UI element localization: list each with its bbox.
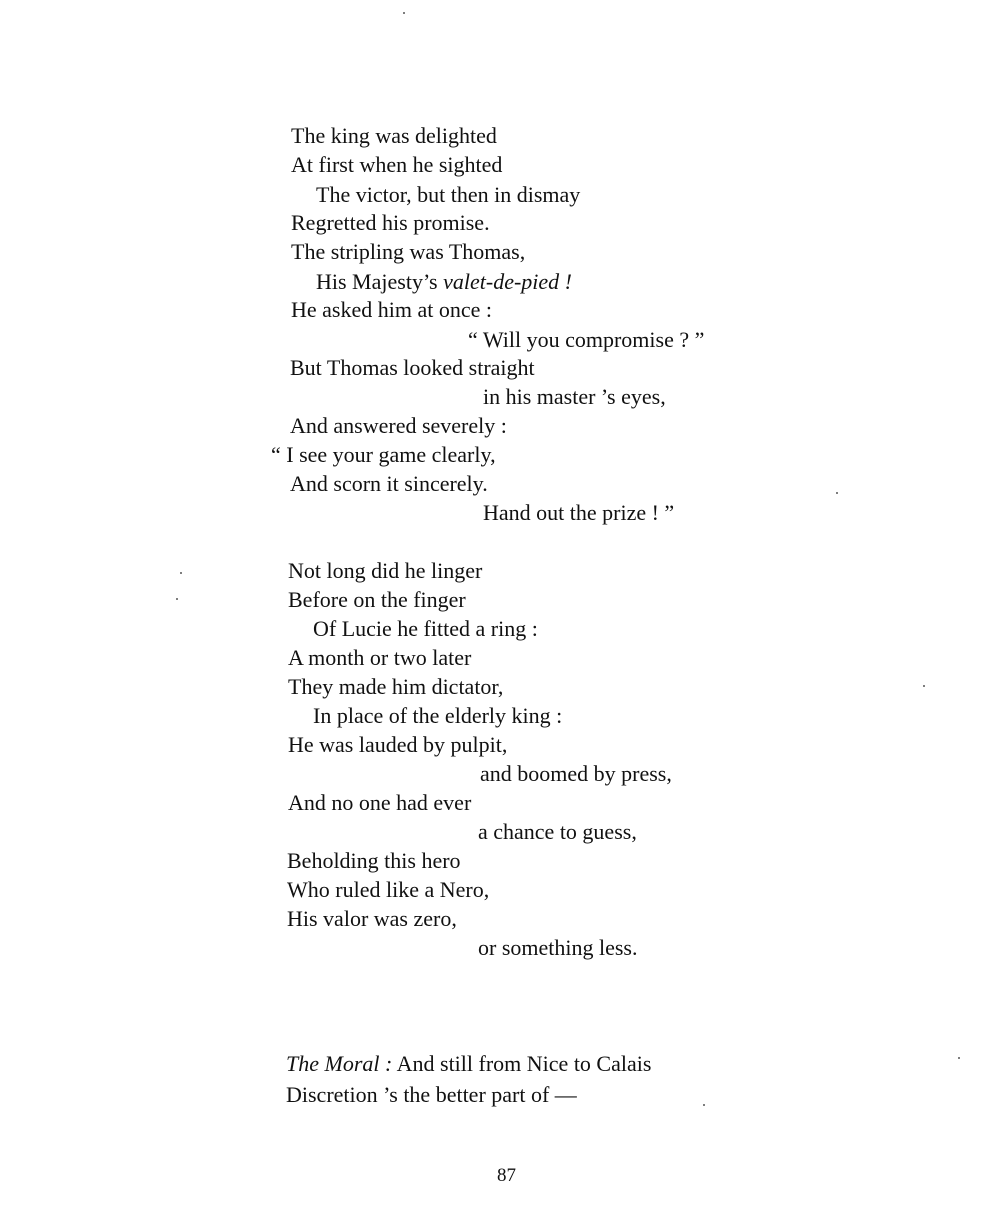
verse-line: Regretted his promise.	[291, 210, 490, 235]
scan-speck	[923, 685, 925, 687]
verse-line: The king was delighted	[291, 123, 497, 148]
scan-speck	[703, 1104, 705, 1106]
verse-italic-text: valet-de-pied !	[443, 269, 572, 294]
moral-label: The Moral :	[286, 1051, 393, 1076]
verse-line: But Thomas looked straight	[290, 355, 535, 380]
scan-speck	[176, 598, 178, 600]
verse-line: At first when he sighted	[291, 152, 503, 177]
scan-speck	[836, 492, 838, 494]
verse-text: His Majesty’s	[316, 269, 438, 294]
verse-line: And scorn it sincerely.	[290, 471, 488, 496]
verse-line: And answered severely :	[290, 413, 507, 438]
verse-line: His valor was zero,	[287, 906, 457, 931]
verse-line: a chance to guess,	[478, 819, 637, 844]
verse-line: The stripling was Thomas,	[291, 239, 526, 264]
verse-line: And no one had ever	[288, 790, 472, 815]
verse-line: “ I see your game clearly,	[271, 442, 496, 467]
moral-text: And still from Nice to Calais	[396, 1051, 652, 1076]
verse-line: He was lauded by pulpit,	[288, 732, 508, 757]
moral-line: Discretion ’s the better part of —	[286, 1082, 577, 1107]
scan-speck	[403, 12, 405, 14]
verse-line: Not long did he linger	[288, 558, 483, 583]
verse-line: or something less.	[478, 935, 638, 960]
page-number: 87	[497, 1165, 516, 1186]
verse-line: Of Lucie he fitted a ring :	[313, 616, 538, 641]
verse-line: Who ruled like a Nero,	[287, 877, 490, 902]
verse-line: They made him dictator,	[288, 674, 504, 699]
verse-line: In place of the elderly king :	[313, 703, 563, 728]
verse-line: Beholding this hero	[287, 848, 461, 873]
scan-speck	[180, 572, 182, 574]
verse-line: The victor, but then in dismay	[316, 182, 581, 207]
moral-line	[286, 1050, 651, 1078]
verse-line: A month or two later	[288, 645, 472, 670]
verse-line: and boomed by press,	[480, 761, 672, 786]
verse-line: Hand out the prize ! ”	[483, 500, 675, 525]
scan-speck	[958, 1057, 960, 1059]
verse-line: Before on the finger	[288, 587, 466, 612]
verse-line: He asked him at once :	[291, 297, 492, 322]
verse-line	[316, 268, 572, 296]
verse-line: “ Will you compromise ? ”	[468, 327, 705, 352]
verse-line: in his master ’s eyes,	[483, 384, 666, 409]
